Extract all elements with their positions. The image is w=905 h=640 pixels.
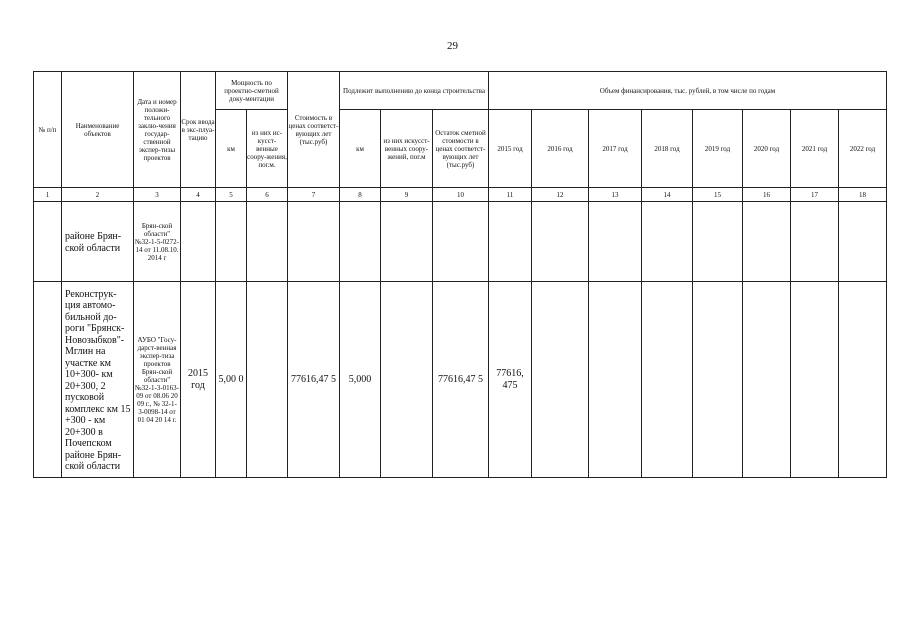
row2-cell (381, 282, 433, 478)
column-number: 1 (34, 188, 62, 202)
header-year-2019: 2019 год (693, 110, 743, 188)
row1-cell (381, 202, 433, 282)
row2-financing-2015: 77616, 475 (489, 282, 532, 478)
header-term: Срок ввода в экс-плуа-тацию (181, 72, 216, 188)
header-year-2020: 2020 год (743, 110, 791, 188)
header-done-artificial: из них искусст-венных соору-жений, пог.м (381, 110, 433, 188)
row1-cell (433, 202, 489, 282)
table-row (34, 202, 887, 282)
row1-cell (247, 202, 288, 282)
row1-expertise: Брян-ской области" №32-1-5-0272-14 от 11.08.10. 2014 г (134, 202, 181, 282)
column-number: 4 (181, 188, 216, 202)
header-num: № п/п (34, 72, 62, 188)
header-remain: Остаток сметной стоимости в ценах соответст-вующих лет (тыс.руб) (433, 110, 489, 188)
row2-term: 2015 год (181, 282, 216, 478)
row2-km: 5,00 0 (216, 282, 247, 478)
row2-remain: 77616,47 5 (433, 282, 489, 478)
column-number: 11 (489, 188, 532, 202)
page-number: 29 (447, 40, 458, 52)
row2-num (34, 282, 62, 478)
row1-cell (839, 202, 887, 282)
row1-cell (340, 202, 381, 282)
row1-object-name: районе Брян-ской области (62, 202, 134, 282)
row1-cell (216, 202, 247, 282)
row1-cell (288, 202, 340, 282)
column-number: 18 (839, 188, 887, 202)
row2-cell (532, 282, 589, 478)
column-number: 9 (381, 188, 433, 202)
column-number: 12 (532, 188, 589, 202)
header-year-2022: 2022 год (839, 110, 887, 188)
row2-cell (247, 282, 288, 478)
row1-cell (693, 202, 743, 282)
row2-cost: 77616,47 5 (288, 282, 340, 478)
row1-cell (181, 202, 216, 282)
header-year-2021: 2021 год (791, 110, 839, 188)
header-year-2018: 2018 год (642, 110, 693, 188)
column-number: 7 (288, 188, 340, 202)
column-number: 17 (791, 188, 839, 202)
column-number: 3 (134, 188, 181, 202)
header-cost: Стоимость в ценах соответст-вующих лет (тыс.руб) (288, 72, 340, 188)
row2-object-name: Реконструк-ция автомо-бильной до-роги "Брянск-Новозыбков"-Мглин на участке км 10+300- км 20+300, 2 пусковой комплекс км 15 +300 - км 20+300 в Почепском районе Брян-ской области (62, 282, 134, 478)
row2-cell (642, 282, 693, 478)
header-power-artificial: из них ис-кусст-венные соору-жения, пог.м. (247, 110, 288, 188)
row2-expertise: АУБО "Госу-дарст-венная экспер-тиза проектов Брян-ской области" №32-1-3-0163-09 от 08.06 20 09 г., № 32-1-3-0098-14 от 01 04 20 14 г. (134, 282, 181, 478)
header-power-km: км (216, 110, 247, 188)
header-done-group: Подлежит выполнению до конца строительства (340, 72, 489, 110)
column-number: 10 (433, 188, 489, 202)
row2-cell (791, 282, 839, 478)
row1-cell (791, 202, 839, 282)
header-year-2017: 2017 год (589, 110, 642, 188)
header-power-group: Мощность по проектно-сметной доку-ментации (216, 72, 288, 110)
row2-cell (743, 282, 791, 478)
header-done-km: км (340, 110, 381, 188)
row2-cell (693, 282, 743, 478)
row2-done-km: 5,000 (340, 282, 381, 478)
financing-table (33, 71, 887, 478)
row2-cell (589, 282, 642, 478)
header-year-2016: 2016 год (532, 110, 589, 188)
column-number: 14 (642, 188, 693, 202)
header-financing-group: Объем финансирования, тыс. рублей, в том числе по годам (489, 72, 887, 110)
header-date: Дата и номер положи-тельного заклю-чения государ-ственной экспер-тизы проектов (134, 72, 181, 188)
header-name: Наименование объектов (62, 72, 134, 188)
row1-cell (642, 202, 693, 282)
row1-cell (532, 202, 589, 282)
row1-cell (489, 202, 532, 282)
row1-cell (743, 202, 791, 282)
table-row (34, 282, 887, 478)
row1-num (34, 202, 62, 282)
column-number: 16 (743, 188, 791, 202)
column-number: 8 (340, 188, 381, 202)
column-number: 15 (693, 188, 743, 202)
column-number: 13 (589, 188, 642, 202)
row2-cell (839, 282, 887, 478)
header-year-2015: 2015 год (489, 110, 532, 188)
column-number: 2 (62, 188, 134, 202)
column-number: 5 (216, 188, 247, 202)
column-number: 6 (247, 188, 288, 202)
row1-cell (589, 202, 642, 282)
